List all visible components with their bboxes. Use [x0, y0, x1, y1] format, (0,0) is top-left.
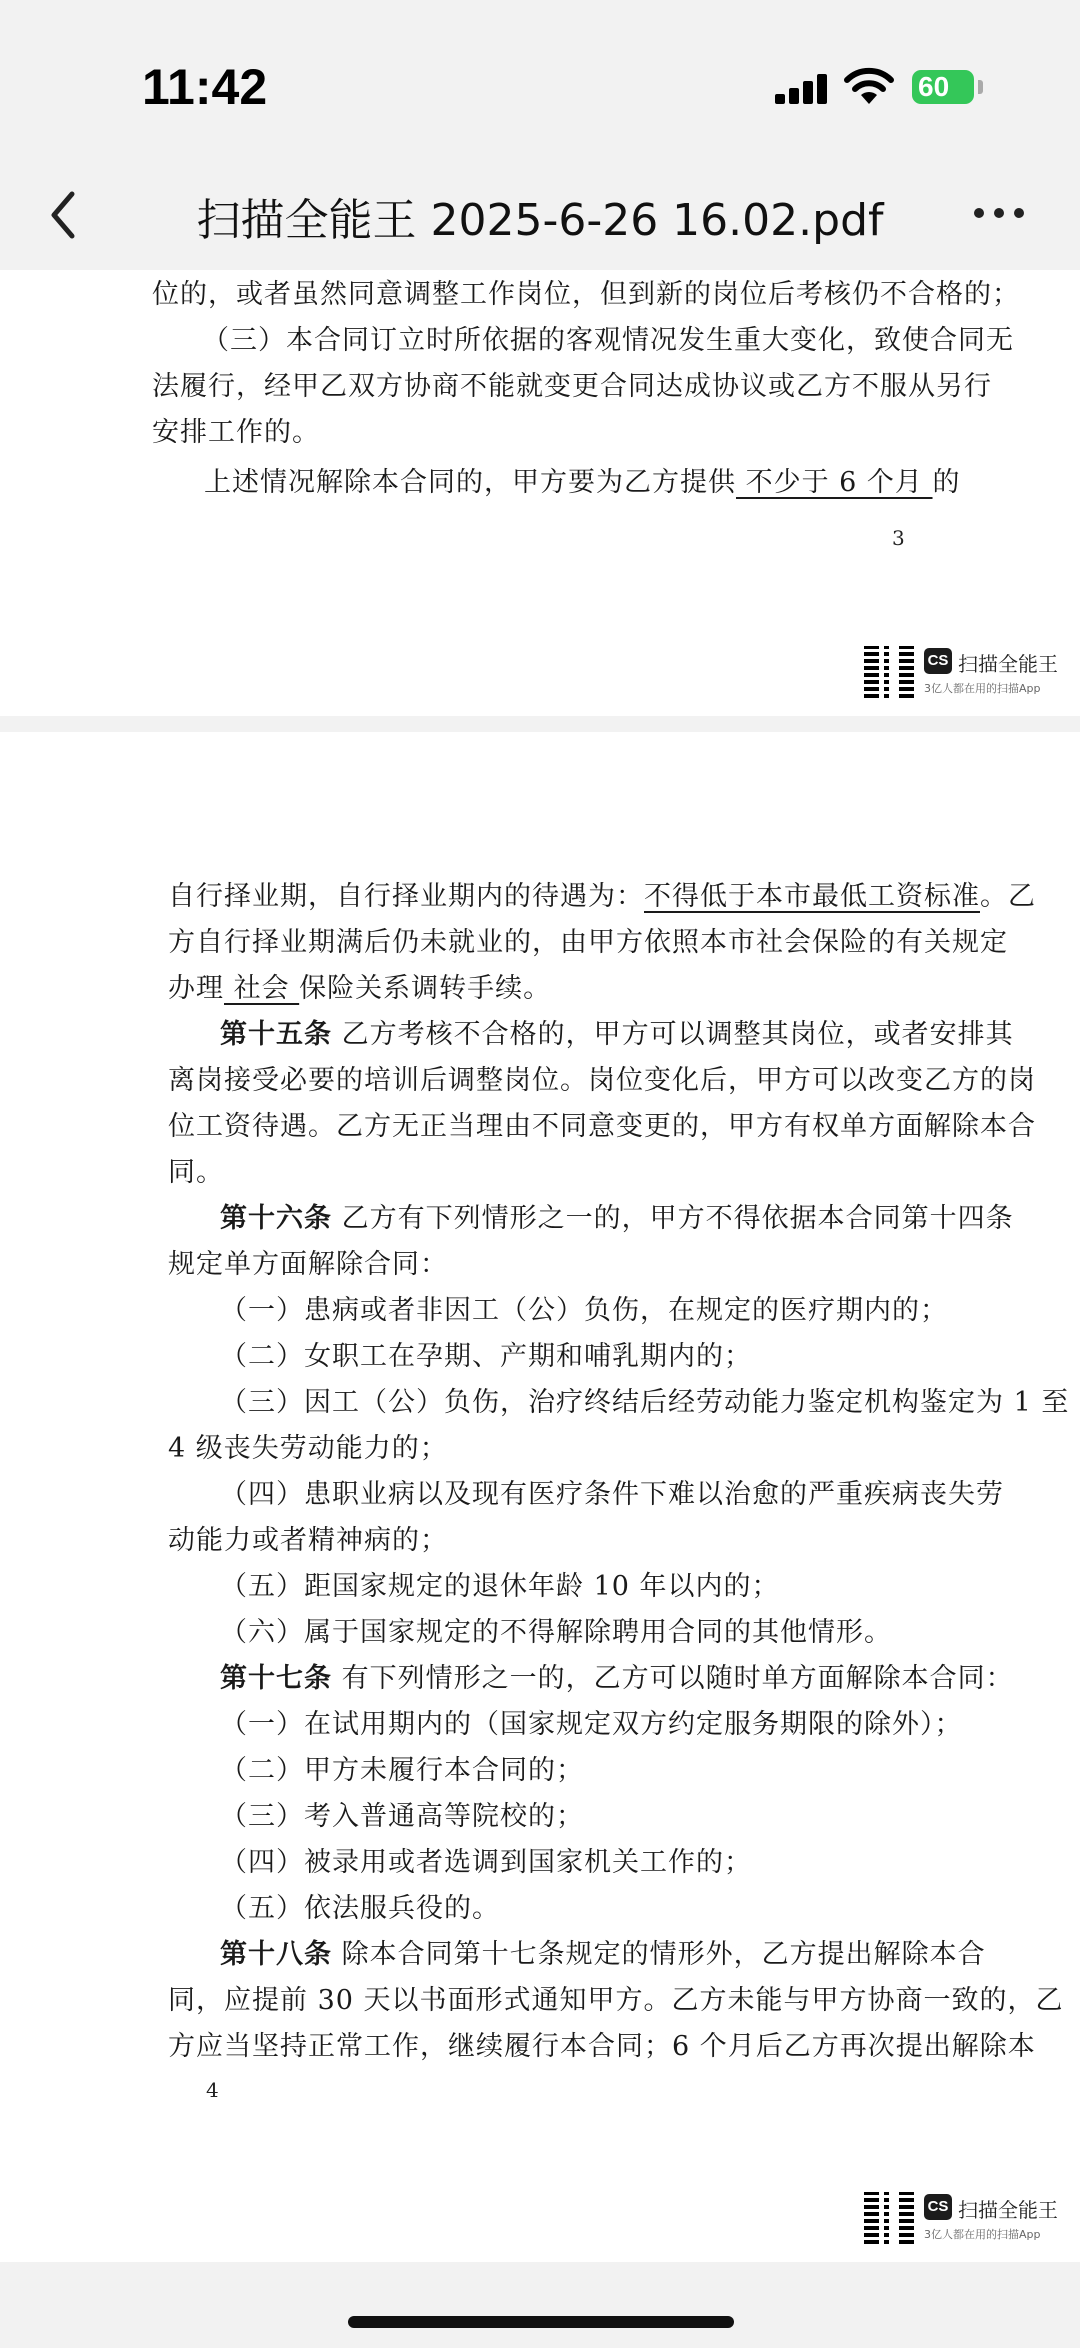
article-title: 第十六条 — [220, 1203, 332, 1234]
text-segment: 乙方有下列情形之一的，甲方不得依据本合同第十四条 — [332, 1203, 1014, 1234]
list-item: 4 级丧失劳动能力的； — [168, 1433, 448, 1464]
text-segment: 有下列情形之一的，乙方可以随时单方面解除本合同： — [332, 1663, 1014, 1694]
text-segment: 。乙 — [980, 881, 1036, 912]
status-time: 11:42 — [142, 59, 268, 115]
text-line: 同。 — [168, 1157, 224, 1188]
article-15-line — [220, 1012, 1014, 1051]
list-item: （六）属于国家规定的不得解除聘用合同的其他情形。 — [220, 1617, 892, 1648]
text-line: 位工资待遇。乙方无正当理由不同意变更的，甲方有权单方面解除本合 — [168, 1111, 1036, 1142]
watermark-name: 扫描全能王 — [958, 2198, 1058, 2222]
scanner-watermark — [864, 646, 1064, 702]
back-arrow-icon[interactable] — [36, 180, 96, 250]
article-title: 第十五条 — [220, 1019, 332, 1050]
home-indicator[interactable] — [348, 2316, 734, 2328]
list-item: （一）在试用期内的（国家规定双方约定服务期限的除外）； — [220, 1709, 963, 1740]
list-item: （三）考入普通高等院校的； — [220, 1801, 584, 1832]
battery-icon: 60 — [912, 70, 974, 104]
page-number: 4 — [206, 2078, 219, 2102]
text-segment: 上述情况解除本合同的，甲方要为乙方提供 — [204, 467, 736, 498]
page-number: 3 — [892, 526, 905, 550]
text-line: 同，应提前 30 天以书面形式通知甲方。乙方未能与甲方协商一致的，乙 — [168, 1985, 1064, 2016]
watermark-tagline: 3亿人都在用的扫描App — [924, 2228, 1041, 2241]
text-line — [204, 460, 961, 499]
text-line — [168, 874, 1036, 913]
watermark-tagline: 3亿人都在用的扫描App — [924, 682, 1041, 695]
watermark-name: 扫描全能王 — [958, 652, 1058, 676]
list-item: （一）患病或者非因工（公）负伤，在规定的医疗期内的； — [220, 1295, 948, 1326]
article-title: 第十八条 — [220, 1939, 332, 1970]
article-16-line — [220, 1196, 1014, 1235]
text-segment: 除本合同第十七条规定的情形外，乙方提出解除本合 — [332, 1939, 986, 1970]
list-item: （五）距国家规定的退休年龄 10 年以内的； — [220, 1571, 780, 1602]
filled-blank: 不少于 6 个月 — [736, 467, 933, 498]
text-segment: 办理 — [168, 973, 224, 1004]
camscanner-logo-icon: CS — [924, 2194, 952, 2220]
text-line: 位的，或者虽然同意调整工作岗位，但到新的岗位后考核仍不合格的； — [152, 279, 1020, 310]
text-segment: 保险关系调转手续。 — [299, 973, 552, 1004]
article-18-line — [220, 1932, 986, 1971]
text-line: 方应当坚持正常工作，继续履行本合同；6 个月后乙方再次提出解除本 — [168, 2031, 1036, 2062]
battery-cap — [978, 80, 983, 94]
scanner-watermark — [864, 2192, 1064, 2248]
list-item: （四）患职业病以及现有医疗条件下难以治愈的严重疾病丧失劳 — [220, 1479, 1004, 1510]
text-segment: 乙方考核不合格的，甲方可以调整其岗位，或者安排其 — [332, 1019, 1014, 1050]
list-item: 动能力或者精神病的； — [168, 1525, 448, 1556]
list-item: （二）女职工在孕期、产期和哺乳期内的； — [220, 1341, 752, 1372]
article-17-line — [220, 1656, 1014, 1695]
document-title: 扫描全能王 2025-6-26 16.02.pdf — [196, 195, 884, 246]
pdf-page-3[interactable] — [0, 270, 1080, 716]
nav-bar — [0, 160, 1080, 270]
wifi-icon — [843, 66, 895, 106]
text-line — [168, 966, 551, 1005]
text-line: 离岗接受必要的培训后调整岗位。岗位变化后，甲方可以改变乙方的岗 — [168, 1065, 1036, 1096]
pdf-page-4[interactable] — [0, 732, 1080, 2262]
text-segment: 的 — [932, 467, 961, 498]
text-line: 方自行择业期满后仍未就业的，由甲方依照本市社会保险的有关规定 — [168, 927, 1008, 958]
text-segment: 自行择业期，自行择业期内的待遇为： — [168, 881, 644, 912]
list-item: （四）被录用或者选调到国家机关工作的； — [220, 1847, 752, 1878]
filled-blank: 社会 — [224, 973, 300, 1004]
filled-blank: 不得低于本市最低工资标准 — [644, 881, 980, 912]
status-bar — [0, 0, 1080, 160]
camscanner-logo-icon: CS — [924, 648, 952, 674]
text-line: （三）本合同订立时所依据的客观情况发生重大变化，致使合同无 — [202, 325, 1014, 356]
cellular-signal-icon — [775, 74, 829, 104]
list-item: （二）甲方未履行本合同的； — [220, 1755, 584, 1786]
article-title: 第十七条 — [220, 1663, 332, 1694]
list-item: （三）因工（公）负伤，治疗终结后经劳动能力鉴定机构鉴定为 1 至 — [220, 1387, 1070, 1418]
more-options-icon[interactable] — [970, 204, 1030, 224]
list-item: （五）依法服兵役的。 — [220, 1893, 500, 1924]
text-line: 安排工作的。 — [152, 417, 320, 448]
qr-code-icon — [864, 646, 914, 698]
text-line: 规定单方面解除合同： — [168, 1249, 448, 1280]
text-line: 法履行，经甲乙双方协商不能就变更合同达成协议或乙方不服从另行 — [152, 371, 992, 402]
qr-code-icon — [864, 2192, 914, 2244]
